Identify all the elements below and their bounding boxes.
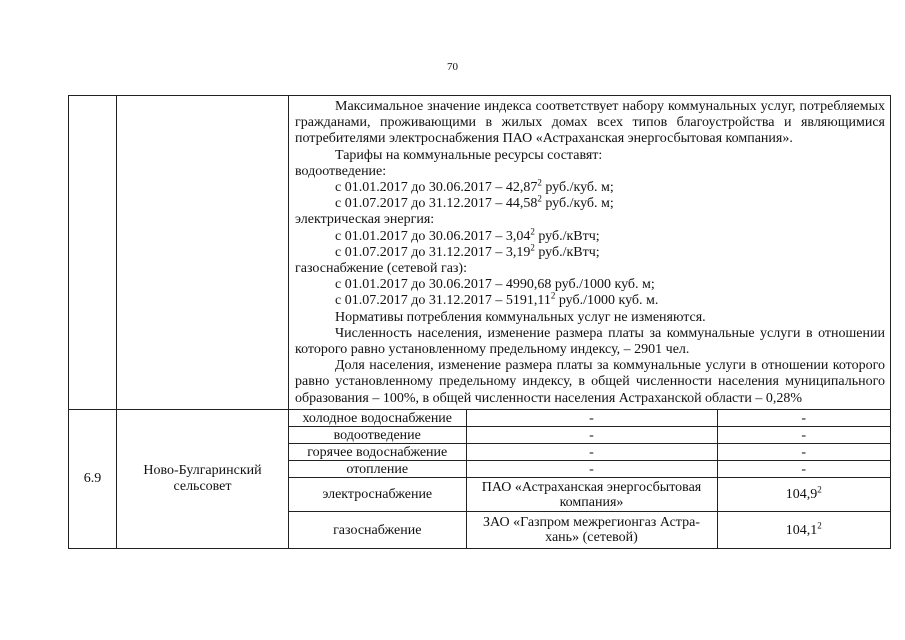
municipality-row [69,409,891,548]
service-name: электроснабжение [289,478,466,512]
paragraph-max-index: Максимальное значение индекса соответствует набору коммунальных услуг, потребляемых гражданами, проживающими в жилых домах всех типов благоустройства и являющимися потребителями электроснабжения ПАО «Астраханская энергосбытовая компания». [295,99,885,147]
services-cell [289,409,891,548]
service-row [289,444,890,461]
service-name: газоснабжение [289,512,466,548]
service-provider: - [466,427,717,444]
gas-tariff-1: с 01.01.2017 до 30.06.2017 – 4990,68 руб./1000 куб. м; [335,277,655,293]
empty-number-cell [69,96,117,410]
paragraph-tariffs: Тарифы на коммунальные ресурсы составят: [335,147,603,163]
service-name: горячее водоснабжение [289,444,466,461]
paragraph-population: Численность населения, изменение размера платы за коммунальные услуги в отношении которого равно установленному предельному индексу, – 2901 чел. [295,325,885,358]
water-tariff-1: с 01.01.2017 до 30.06.2017 – 42,87$^2$ руб./куб. м; [335,177,614,196]
service-row [289,410,890,427]
service-index: 104,1$^2$ [717,512,890,548]
service-row [289,512,890,548]
row-number: 6.9 [69,409,117,548]
electricity-heading: электрическая энергия: [295,212,435,228]
paragraph-share: Доля населения, изменение размера платы за коммунальные услуги в отношении которого равно установленному предельному индексу, в общей численности населения муниципального образования – 100%, в общей численности населения Астраханской области – 0,28% [295,358,885,406]
electricity-tariff-2: с 01.07.2017 до 31.12.2017 – 3,19$^2$ руб./кВтч; [335,242,600,260]
gas-tariff-2: с 01.07.2017 до 31.12.2017 – 5191,11$^2$ руб./1000 куб. м. [335,290,659,309]
water-tariff-2: с 01.07.2017 до 31.12.2017 – 44,58$^2$ руб./куб. м; [335,193,614,212]
paragraph-norms: Нормативы потребления коммунальных услуг не изменяются. [335,309,706,325]
service-provider: - [466,410,717,427]
empty-name-cell [117,96,289,410]
service-row [289,478,890,512]
municipality-name: Ново-Булгаринский сельсовет [117,409,289,548]
service-row [289,461,890,478]
service-index: - [717,427,890,444]
index-table [68,95,891,549]
service-name: отопление [289,461,466,478]
water-disposal-heading: водоотведение: [295,163,387,179]
text-row [69,96,891,410]
service-row [289,427,890,444]
page-number: 70 [447,61,458,73]
service-name: водоотведение [289,427,466,444]
service-provider: ЗАО «Газпром межрегионгаз Астра- хань» (сетевой) [466,512,717,548]
electricity-tariff-1: с 01.01.2017 до 30.06.2017 – 3,04$^2$ руб./кВтч; [335,225,600,244]
services-table [289,410,890,548]
service-provider: - [466,444,717,461]
service-index: - [717,410,890,427]
description-cell [289,96,891,410]
service-index: 104,9$^2$ [717,478,890,512]
service-name: холодное водоснабжение [289,410,466,427]
service-provider: ПАО «Астраханская энергосбытовая компания» [466,478,717,512]
service-index: - [717,461,890,478]
gas-heading: газоснабжение (сетевой газ): [295,261,467,277]
service-provider: - [466,461,717,478]
service-index: - [717,444,890,461]
